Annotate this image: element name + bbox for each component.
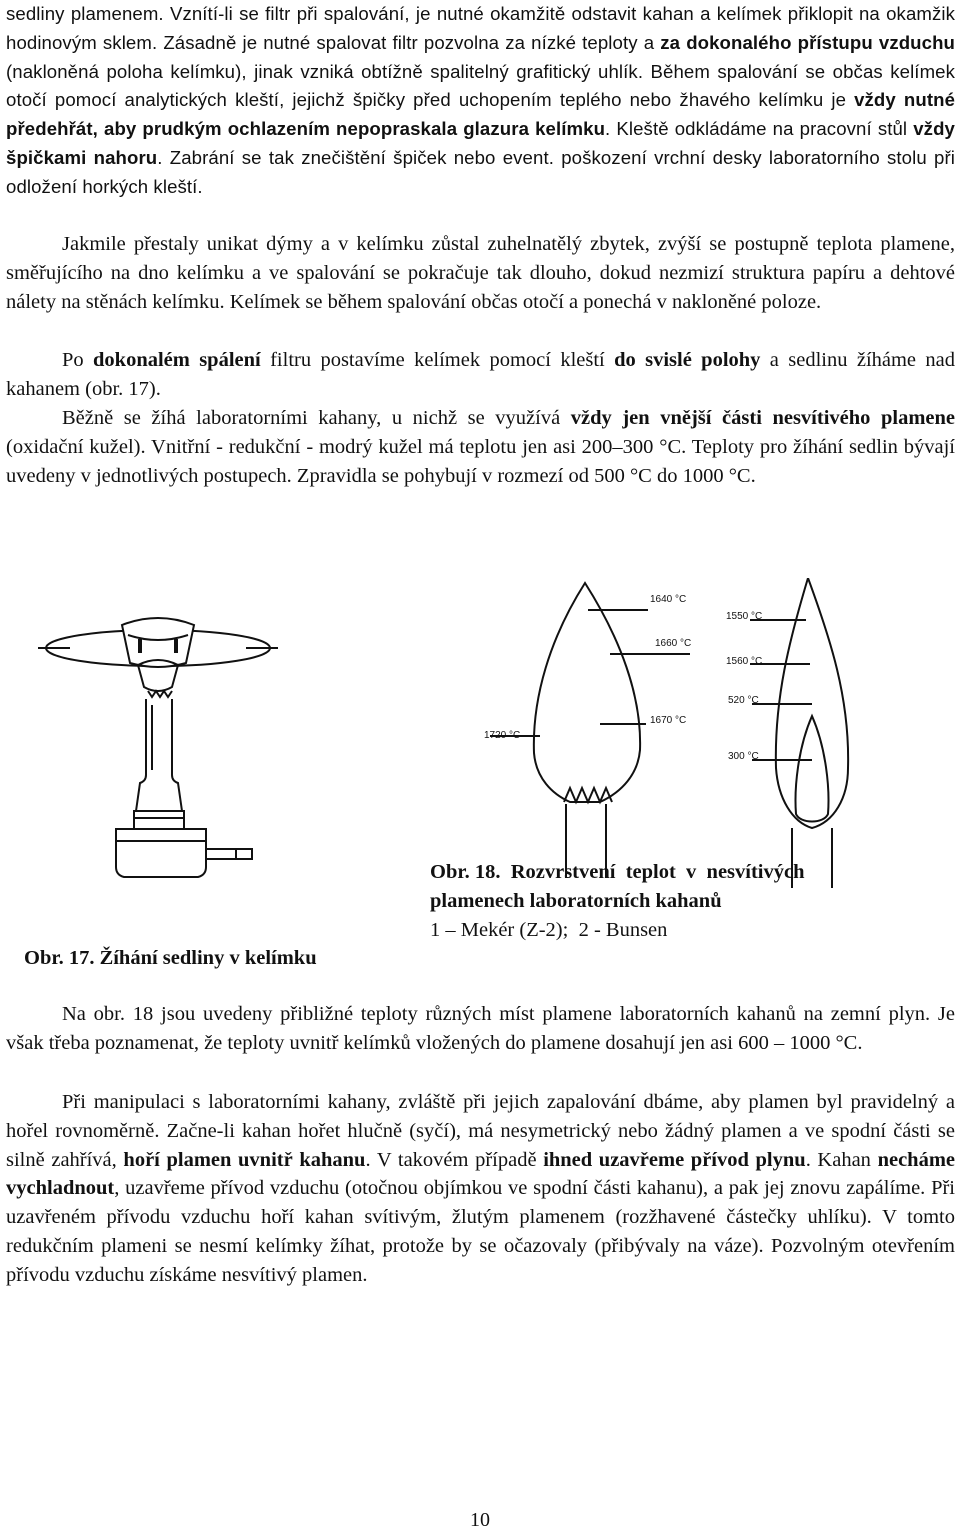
- paragraph-flame-temperatures: [6, 1000, 955, 1058]
- caption-line: plamenech laboratorních kahanů: [430, 890, 722, 912]
- gas-inlet: [206, 849, 252, 859]
- bold-span: necháme vychladnout: [6, 1148, 955, 1200]
- label-300: 300 °C: [728, 751, 759, 762]
- label-1720: 1720 °C: [484, 730, 521, 741]
- bold-span: vždy jen vnější části nesvítivého plamene: [570, 407, 955, 429]
- text-span: Jakmile přestaly unikat dýmy a v kelímku zůstal zuhelnatělý zbytek, zvýší se postupně teplota plamene, směřujícího na dno kelímku a ve spalování se pokračuje tak dlouho, dokud nezmizí struktura papíru a dehtové nálety na stěnách kelímku. Kelímek se během spalování občas otočí a ponechá v nakloněné poloze.: [6, 233, 955, 313]
- text-span: a sedlinu žíháme nad kahanem (obr. 17).: [6, 349, 955, 400]
- label-1660: 1660 °C: [655, 638, 692, 649]
- gas-regulator: [134, 811, 184, 829]
- figure-17-caption: Obr. 17. Žíhání sedliny v kelímku: [24, 947, 317, 969]
- text-span: . Kahan: [805, 1148, 878, 1171]
- caption-line: 1 – Mekér (Z-2); 2 - Bunsen: [430, 919, 668, 941]
- paragraph-vertical-position: [6, 346, 955, 404]
- paragraph-filter-burning: [6, 0, 955, 202]
- text-span: Běžně se žíhá laboratorními kahany, u nichž se využívá: [62, 407, 571, 429]
- text-span: filtru postavíme kelímek pomocí kleští: [260, 349, 615, 371]
- bold-span: dokonalém spálení: [93, 349, 261, 371]
- text-span: Na obr. 18 jsou uvedeny přibližné teploty různých míst plamene laboratorních kahanů na zemní plyn. Je však třeba poznamenat, že teploty uvnitř kelímků vložených do plamene dosahují jen asi 600 – 1000 °C.: [6, 1003, 955, 1054]
- bold-span: vždy nutné předehřát, aby prudkým ochlazením nepopraskala glazura kelímku: [6, 89, 956, 140]
- meker-flame-outer: [534, 583, 640, 802]
- bold-span: hoří plamen uvnitř kahanu: [123, 1148, 366, 1171]
- burner-tube: [136, 699, 146, 811]
- text-span: , uzavřeme přívod vzduchu (otočnou objímkou ve spodní části kahanu), a pak jej znovu zapálíme. Při uzavřeném přívodu vzduchu hoří kahan svítivým, žlutým plamenem (rozžhavené částečky uhlíku). V tomto redukčním plameni se nesmí kelímky žíhat, protože by se očazovaly (přibývaly na váze). Pozvolným otevřením přívodu vzduchu získáme nesvítivý plamen.: [6, 1177, 955, 1286]
- label-1550: 1550 °C: [726, 611, 763, 622]
- paragraph-burner-handling: [6, 1088, 955, 1290]
- text-span: (nakloněná poloha kelímku), jinak vzniká obtížně spalitelný grafitický uhlík. Během spalování se občas kelímek otočí pomocí analytických kleští, jejichž špičky před uchopením teplého nebo žhavého kelímku je: [6, 60, 955, 111]
- label-1560: 1560 °C: [726, 656, 763, 667]
- text-span: Při manipulaci s laboratorními kahany, zvláště při jejich zapalování dbáme, aby plamen byl pravidelný a hořel rovnoměrně. Začne-li kahan hořet hlučně (syčí), má nesymetrický nebo žádný plamen a ve spodní části se silně zahřívá,: [6, 1091, 955, 1171]
- figure-17-crucible-over-burner: [30, 605, 290, 905]
- text-span: sedliny plamenem. Vznítí-li se filtr při spalování, je nutné okamžitě odstavit kahan a kelímek přiklopit na okamžik hodinovým sklem. Zásadně je nutné spalovat filtr pozvolna za nízké teploty a: [6, 3, 955, 53]
- page-number: 10: [470, 1509, 490, 1531]
- bold-span: do svislé polohy: [614, 349, 761, 371]
- bold-span: za dokonalého přístupu vzduchu: [660, 31, 955, 53]
- text-span: . Kleště odkládáme na pracovní stůl: [605, 118, 914, 140]
- label-1670: 1670 °C: [650, 715, 687, 726]
- label-520: 520 °C: [728, 695, 759, 706]
- paragraph-charring: [6, 230, 955, 316]
- text-span: Po: [62, 349, 94, 371]
- paragraph-ignition-burners: [6, 404, 955, 490]
- bold-span: ihned uzavřeme přívod plynu: [543, 1148, 806, 1171]
- text-span: . V takovém případě: [365, 1148, 544, 1171]
- text-span: (oxidační kužel). Vnitřní - redukční - modrý kužel má teplotu jen asi 200–300 °C. Teploty pro žíhání sedlin bývají uvedeny v jednotlivých postupech. Zpravidla se pohybují v rozmezí od 500 °C do 1000 °C.: [6, 435, 955, 487]
- figure-18-caption: [430, 858, 930, 945]
- bunsen-flame-inner-cone: [796, 716, 829, 822]
- text-span: . Zabrání se tak znečištění špiček nebo event. poškození vrchní desky laboratorního stolu při odložení horkých kleští.: [6, 146, 956, 197]
- bold-span: vždy špičkami nahoru: [6, 118, 955, 168]
- label-1640: 1640 °C: [650, 594, 687, 605]
- burner-base: [116, 829, 206, 877]
- figure-18-flame-temperatures: [470, 578, 950, 898]
- caption-line: Obr. 18. Rozvrstvení teplot v nesvítivých: [430, 861, 805, 883]
